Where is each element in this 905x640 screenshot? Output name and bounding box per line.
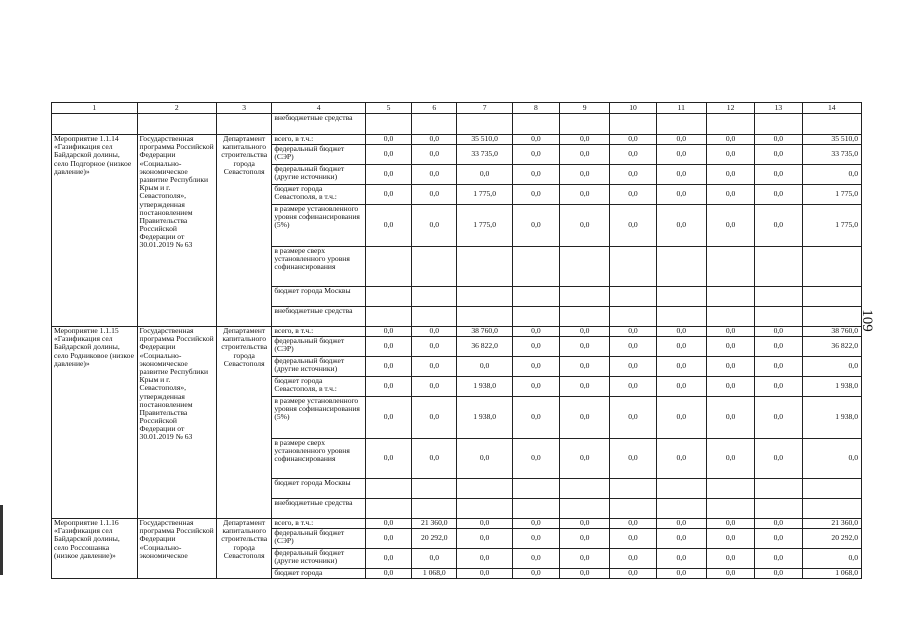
value-cell xyxy=(755,114,802,135)
column-number-2: 2 xyxy=(137,103,216,114)
funding-source-cell: бюджет города Севастополя, в т.ч.: xyxy=(272,377,366,397)
value-cell: 0,0 xyxy=(656,165,706,185)
value-cell xyxy=(610,499,656,519)
value-cell xyxy=(706,114,754,135)
value-cell: 0,0 xyxy=(412,397,457,439)
value-cell: 0,0 xyxy=(512,327,559,337)
program-cell: Государственная программа Российской Федерации «Социально-экономическое xyxy=(137,519,216,579)
value-cell xyxy=(802,499,862,519)
value-cell: 0,0 xyxy=(560,327,610,337)
value-cell xyxy=(755,307,802,327)
value-cell: 0,0 xyxy=(610,549,656,569)
value-cell: 0,0 xyxy=(656,337,706,357)
value-cell: 0,0 xyxy=(512,519,559,529)
value-cell: 21 360,0 xyxy=(412,519,457,529)
value-cell: 0,0 xyxy=(560,205,610,247)
funding-source-cell: всего, в т.ч.: xyxy=(272,519,366,529)
value-cell: 0,0 xyxy=(365,519,411,529)
value-cell xyxy=(755,499,802,519)
header-row xyxy=(52,103,862,114)
department-cell: Департамент капитального строительства города Севастополя xyxy=(217,135,272,327)
value-cell: 0,0 xyxy=(706,397,754,439)
value-cell: 1 938,0 xyxy=(457,397,512,439)
value-cell: 0,0 xyxy=(560,165,610,185)
column-number-4: 4 xyxy=(272,103,366,114)
column-number-5: 5 xyxy=(365,103,411,114)
value-cell: 0,0 xyxy=(560,145,610,165)
value-cell xyxy=(802,114,862,135)
value-cell: 0,0 xyxy=(412,205,457,247)
value-cell: 1 775,0 xyxy=(802,205,862,247)
value-cell xyxy=(457,247,512,287)
value-cell: 0,0 xyxy=(610,337,656,357)
value-cell: 0,0 xyxy=(365,135,411,145)
value-cell: 21 360,0 xyxy=(802,519,862,529)
value-cell: 0,0 xyxy=(457,569,512,579)
value-cell xyxy=(560,499,610,519)
value-cell: 0,0 xyxy=(560,519,610,529)
value-cell xyxy=(656,479,706,499)
value-cell: 0,0 xyxy=(610,165,656,185)
event-cell xyxy=(52,114,138,135)
value-cell xyxy=(365,307,411,327)
value-cell: 0,0 xyxy=(610,185,656,205)
value-cell xyxy=(610,479,656,499)
funding-source-cell: внебюджетные средства xyxy=(272,499,366,519)
value-cell: 0,0 xyxy=(656,529,706,549)
value-cell: 0,0 xyxy=(365,205,411,247)
value-cell: 0,0 xyxy=(560,357,610,377)
value-cell: 0,0 xyxy=(755,439,802,479)
value-cell xyxy=(365,479,411,499)
value-cell: 1 938,0 xyxy=(802,377,862,397)
table-row xyxy=(52,519,862,529)
value-cell xyxy=(512,499,559,519)
value-cell xyxy=(560,479,610,499)
value-cell: 0,0 xyxy=(656,135,706,145)
value-cell: 0,0 xyxy=(656,185,706,205)
page-number: 109 xyxy=(858,309,875,332)
event-cell: Мероприятие 1.1.15 «Газификация сел Байдарской долины, село Родниковое (низкое давление)» xyxy=(52,327,138,519)
funding-source-cell: в размере установленного уровня софинансирования (5%) xyxy=(272,397,366,439)
funding-source-cell: в размере сверх установленного уровня софинансирования xyxy=(272,439,366,479)
value-cell: 0,0 xyxy=(706,327,754,337)
column-number-12: 12 xyxy=(706,103,754,114)
column-number-6: 6 xyxy=(412,103,457,114)
value-cell: 33 735,0 xyxy=(457,145,512,165)
value-cell xyxy=(706,287,754,307)
value-cell: 1 775,0 xyxy=(457,185,512,205)
column-number-8: 8 xyxy=(512,103,559,114)
value-cell: 20 292,0 xyxy=(412,529,457,549)
funding-source-cell: федеральный бюджет (СЭР) xyxy=(272,529,366,549)
funding-source-cell: в размере сверх установленного уровня софинансирования xyxy=(272,247,366,287)
budget-table-wrap xyxy=(51,102,862,602)
department-cell: Департамент капитального строительства города Севастополя xyxy=(217,519,272,579)
value-cell: 0,0 xyxy=(656,145,706,165)
value-cell: 0,0 xyxy=(656,397,706,439)
value-cell xyxy=(457,287,512,307)
value-cell: 0,0 xyxy=(656,205,706,247)
value-cell: 0,0 xyxy=(610,357,656,377)
value-cell xyxy=(610,114,656,135)
value-cell xyxy=(412,499,457,519)
value-cell: 0,0 xyxy=(610,377,656,397)
value-cell: 0,0 xyxy=(365,327,411,337)
value-cell: 0,0 xyxy=(412,337,457,357)
value-cell: 0,0 xyxy=(706,519,754,529)
value-cell: 36 822,0 xyxy=(457,337,512,357)
value-cell: 0,0 xyxy=(457,165,512,185)
value-cell: 0,0 xyxy=(412,439,457,479)
value-cell: 0,0 xyxy=(365,439,411,479)
value-cell xyxy=(457,307,512,327)
value-cell: 0,0 xyxy=(755,529,802,549)
value-cell: 35 510,0 xyxy=(457,135,512,145)
value-cell xyxy=(457,114,512,135)
table-row xyxy=(52,114,862,135)
value-cell xyxy=(412,307,457,327)
column-number-14: 14 xyxy=(802,103,862,114)
value-cell: 0,0 xyxy=(656,549,706,569)
value-cell: 0,0 xyxy=(755,145,802,165)
value-cell: 0,0 xyxy=(457,519,512,529)
funding-source-cell: бюджет города Москвы xyxy=(272,479,366,499)
program-cell: Государственная программа Российской Федерации «Социально-экономическое развитие Республики Крым и г. Севастополя», утвержденная постановлением Правительства Российской Федерации от 30.01.2019 № 63 xyxy=(137,327,216,519)
value-cell: 0,0 xyxy=(412,165,457,185)
value-cell: 0,0 xyxy=(560,397,610,439)
value-cell: 1 938,0 xyxy=(457,377,512,397)
value-cell xyxy=(755,479,802,499)
funding-source-cell: в размере установленного уровня софинансирования (5%) xyxy=(272,205,366,247)
value-cell: 0,0 xyxy=(560,529,610,549)
event-cell: Мероприятие 1.1.14 «Газификация сел Байдарской долины, село Подгорное (низкое давление)» xyxy=(52,135,138,327)
value-cell: 0,0 xyxy=(560,185,610,205)
value-cell xyxy=(457,499,512,519)
value-cell xyxy=(365,499,411,519)
value-cell: 0,0 xyxy=(755,519,802,529)
value-cell xyxy=(755,247,802,287)
value-cell xyxy=(610,247,656,287)
value-cell: 0,0 xyxy=(755,165,802,185)
value-cell: 0,0 xyxy=(610,439,656,479)
value-cell xyxy=(802,287,862,307)
value-cell: 0,0 xyxy=(802,439,862,479)
funding-source-cell: федеральный бюджет (другие источники) xyxy=(272,549,366,569)
value-cell xyxy=(512,114,559,135)
value-cell xyxy=(755,287,802,307)
value-cell: 1 068,0 xyxy=(802,569,862,579)
value-cell: 0,0 xyxy=(656,519,706,529)
value-cell: 0,0 xyxy=(365,165,411,185)
funding-source-cell: внебюджетные средства xyxy=(272,307,366,327)
value-cell: 0,0 xyxy=(610,145,656,165)
value-cell: 1 775,0 xyxy=(802,185,862,205)
value-cell: 1 938,0 xyxy=(802,397,862,439)
value-cell: 0,0 xyxy=(656,439,706,479)
value-cell: 0,0 xyxy=(512,397,559,439)
value-cell xyxy=(512,307,559,327)
value-cell: 0,0 xyxy=(560,377,610,397)
value-cell xyxy=(560,247,610,287)
value-cell: 0,0 xyxy=(512,377,559,397)
program-cell xyxy=(137,114,216,135)
value-cell: 0,0 xyxy=(706,337,754,357)
value-cell: 0,0 xyxy=(706,185,754,205)
event-cell: Мероприятие 1.1.16 «Газификация сел Байдарской долины, село Россошанка (низкое давление)» xyxy=(52,519,138,579)
value-cell xyxy=(656,287,706,307)
value-cell: 0,0 xyxy=(412,145,457,165)
value-cell: 0,0 xyxy=(512,549,559,569)
value-cell: 0,0 xyxy=(512,337,559,357)
value-cell: 0,0 xyxy=(755,357,802,377)
value-cell: 0,0 xyxy=(610,529,656,549)
value-cell xyxy=(512,247,559,287)
value-cell: 0,0 xyxy=(365,337,411,357)
value-cell: 0,0 xyxy=(802,165,862,185)
value-cell: 0,0 xyxy=(755,205,802,247)
value-cell: 0,0 xyxy=(560,549,610,569)
value-cell xyxy=(656,247,706,287)
value-cell: 0,0 xyxy=(412,357,457,377)
value-cell: 0,0 xyxy=(365,569,411,579)
value-cell: 0,0 xyxy=(706,165,754,185)
value-cell: 0,0 xyxy=(365,549,411,569)
value-cell: 0,0 xyxy=(610,397,656,439)
funding-source-cell: федеральный бюджет (другие источники) xyxy=(272,165,366,185)
value-cell xyxy=(802,307,862,327)
value-cell xyxy=(610,287,656,307)
column-number-10: 10 xyxy=(610,103,656,114)
funding-source-cell: федеральный бюджет (другие источники) xyxy=(272,357,366,377)
table-row xyxy=(52,327,862,337)
value-cell: 36 822,0 xyxy=(802,337,862,357)
value-cell: 0,0 xyxy=(706,439,754,479)
value-cell xyxy=(802,247,862,287)
value-cell: 0,0 xyxy=(802,357,862,377)
column-number-11: 11 xyxy=(656,103,706,114)
value-cell xyxy=(412,114,457,135)
value-cell xyxy=(706,479,754,499)
column-number-7: 7 xyxy=(457,103,512,114)
value-cell: 33 735,0 xyxy=(802,145,862,165)
value-cell: 0,0 xyxy=(412,185,457,205)
value-cell: 0,0 xyxy=(457,439,512,479)
value-cell xyxy=(706,307,754,327)
value-cell: 0,0 xyxy=(512,185,559,205)
funding-source-cell: федеральный бюджет (СЭР) xyxy=(272,337,366,357)
value-cell: 0,0 xyxy=(706,569,754,579)
value-cell: 0,0 xyxy=(512,145,559,165)
value-cell: 0,0 xyxy=(706,145,754,165)
value-cell: 0,0 xyxy=(656,377,706,397)
value-cell: 0,0 xyxy=(706,377,754,397)
funding-source-cell: бюджет города Москвы xyxy=(272,287,366,307)
value-cell xyxy=(706,247,754,287)
value-cell: 0,0 xyxy=(560,135,610,145)
program-cell: Государственная программа Российской Федерации «Социально-экономическое развитие Республики Крым и г. Севастополя», утвержденная постановлением Правительства Российской Федерации от 30.01.2019 № 63 xyxy=(137,135,216,327)
value-cell: 0,0 xyxy=(706,205,754,247)
value-cell: 0,0 xyxy=(706,135,754,145)
value-cell: 0,0 xyxy=(706,549,754,569)
value-cell: 0,0 xyxy=(365,145,411,165)
value-cell: 0,0 xyxy=(412,327,457,337)
value-cell: 0,0 xyxy=(656,357,706,377)
funding-source-cell: федеральный бюджет (СЭР) xyxy=(272,145,366,165)
value-cell: 1 068,0 xyxy=(412,569,457,579)
value-cell xyxy=(365,287,411,307)
funding-source-cell: бюджет города xyxy=(272,569,366,579)
value-cell: 0,0 xyxy=(412,377,457,397)
value-cell: 0,0 xyxy=(755,337,802,357)
value-cell: 0,0 xyxy=(560,569,610,579)
column-number-13: 13 xyxy=(755,103,802,114)
value-cell: 0,0 xyxy=(512,439,559,479)
value-cell: 38 760,0 xyxy=(802,327,862,337)
value-cell: 35 510,0 xyxy=(802,135,862,145)
value-cell: 0,0 xyxy=(610,519,656,529)
value-cell: 0,0 xyxy=(755,377,802,397)
value-cell: 0,0 xyxy=(656,569,706,579)
table-row xyxy=(52,135,862,145)
value-cell: 0,0 xyxy=(755,327,802,337)
value-cell: 0,0 xyxy=(560,337,610,357)
budget-table xyxy=(51,102,862,579)
value-cell xyxy=(412,479,457,499)
value-cell: 38 760,0 xyxy=(457,327,512,337)
value-cell: 1 775,0 xyxy=(457,205,512,247)
funding-source-cell: бюджет города Севастополя, в т.ч.: xyxy=(272,185,366,205)
value-cell: 0,0 xyxy=(412,549,457,569)
value-cell xyxy=(656,499,706,519)
value-cell xyxy=(412,247,457,287)
value-cell: 0,0 xyxy=(560,439,610,479)
column-number-9: 9 xyxy=(560,103,610,114)
value-cell: 0,0 xyxy=(512,205,559,247)
value-cell: 0,0 xyxy=(802,549,862,569)
scan-edge-mark xyxy=(0,505,3,575)
value-cell xyxy=(560,114,610,135)
value-cell: 0,0 xyxy=(512,135,559,145)
value-cell: 0,0 xyxy=(610,327,656,337)
value-cell: 0,0 xyxy=(512,357,559,377)
value-cell: 0,0 xyxy=(512,529,559,549)
column-number-3: 3 xyxy=(217,103,272,114)
value-cell: 20 292,0 xyxy=(802,529,862,549)
value-cell xyxy=(706,499,754,519)
value-cell: 0,0 xyxy=(457,549,512,569)
value-cell xyxy=(560,287,610,307)
value-cell xyxy=(610,307,656,327)
funding-source-cell: внебюджетные средства xyxy=(272,114,366,135)
value-cell: 0,0 xyxy=(365,377,411,397)
value-cell xyxy=(560,307,610,327)
department-cell xyxy=(217,114,272,135)
value-cell: 0,0 xyxy=(512,569,559,579)
funding-source-cell: всего, в т.ч.: xyxy=(272,327,366,337)
value-cell: 0,0 xyxy=(365,529,411,549)
value-cell xyxy=(365,114,411,135)
funding-source-cell: всего, в т.ч.: xyxy=(272,135,366,145)
column-number-1: 1 xyxy=(52,103,138,114)
value-cell: 0,0 xyxy=(706,529,754,549)
value-cell: 0,0 xyxy=(755,569,802,579)
value-cell: 0,0 xyxy=(412,135,457,145)
value-cell: 0,0 xyxy=(656,327,706,337)
value-cell xyxy=(512,287,559,307)
value-cell: 0,0 xyxy=(512,165,559,185)
value-cell: 0,0 xyxy=(365,357,411,377)
value-cell: 0,0 xyxy=(755,549,802,569)
department-cell: Департамент капитального строительства города Севастополя xyxy=(217,327,272,519)
value-cell: 0,0 xyxy=(457,529,512,549)
value-cell xyxy=(656,114,706,135)
value-cell: 0,0 xyxy=(706,357,754,377)
value-cell: 0,0 xyxy=(755,135,802,145)
value-cell xyxy=(512,479,559,499)
value-cell xyxy=(656,307,706,327)
value-cell: 0,0 xyxy=(755,397,802,439)
value-cell xyxy=(412,287,457,307)
value-cell xyxy=(802,479,862,499)
value-cell: 0,0 xyxy=(610,205,656,247)
value-cell: 0,0 xyxy=(365,185,411,205)
value-cell: 0,0 xyxy=(755,185,802,205)
value-cell: 0,0 xyxy=(610,569,656,579)
value-cell xyxy=(365,247,411,287)
value-cell: 0,0 xyxy=(457,357,512,377)
value-cell xyxy=(457,479,512,499)
value-cell: 0,0 xyxy=(610,135,656,145)
value-cell: 0,0 xyxy=(365,397,411,439)
